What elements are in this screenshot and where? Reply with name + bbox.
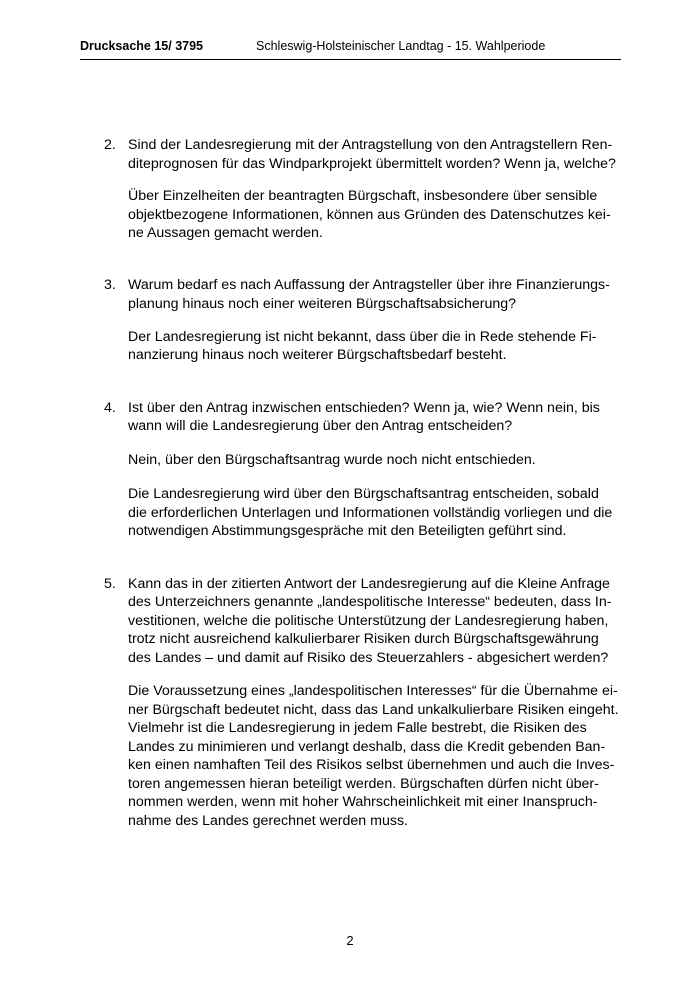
page-header xyxy=(80,39,620,53)
question-2-line: Sind der Landesregierung mit der Antragstellung von den Antragstellern Ren- xyxy=(128,137,613,153)
question-4-line: Ist über den Antrag inzwischen entschieden? Wenn ja, wie? Wenn nein, bis xyxy=(128,400,600,416)
answer-5-line: Landes zu minimieren und verlangt deshalb, dass die Kredit gebenden Ban- xyxy=(128,739,606,755)
parliament-title: Schleswig-Holsteinischer Landtag - 15. Wahlperiode xyxy=(256,39,546,53)
answer-2-line: objektbezogene Informationen, können aus Gründen des Datenschutzes kei- xyxy=(128,207,611,223)
answer-5-line: nahme des Landes gerechnet werden muss. xyxy=(128,813,408,829)
question-5-line: Kann das in der zitierten Antwort der Landesregierung auf die Kleine Anfrage xyxy=(128,576,610,592)
answer-2-line: ne Aussagen gemacht werden. xyxy=(128,225,323,241)
answer-4-line: Die Landesregierung wird über den Bürgschaftsantrag entscheiden, sobald xyxy=(128,486,599,502)
answer-3-line: Der Landesregierung ist nicht bekannt, dass über die in Rede stehende Fi- xyxy=(128,329,597,345)
answer-4-line: Nein, über den Bürgschaftsantrag wurde noch nicht entschieden. xyxy=(128,452,536,468)
question-3-line: Warum bedarf es nach Auffassung der Antragsteller über ihre Finanzierungs- xyxy=(128,277,610,293)
question-4-number: 4. xyxy=(104,400,116,416)
answer-4-line: die erforderlichen Unterlagen und Informationen vollständig vorliegen und die xyxy=(128,505,613,521)
question-2-number: 2. xyxy=(104,137,116,153)
question-3-line: planung hinaus noch einer weiteren Bürgschaftsabsicherung? xyxy=(128,296,517,312)
question-2-line: diteprognosen für das Windparkprojekt übermittelt worden? Wenn ja, welche? xyxy=(128,156,616,172)
question-5-number: 5. xyxy=(104,576,116,592)
question-3-number: 3. xyxy=(104,277,116,293)
answer-5-line: ken einen namhaften Teil des Risikos selbst übernehmen und auch die Inves- xyxy=(128,757,615,773)
question-5-line: vestitionen, welche die politische Unterstützung der Landesregierung haben, xyxy=(128,613,609,629)
answer-4-line: notwendigen Abstimmungsgespräche mit den Beteiligten geführt sind. xyxy=(128,523,567,539)
document-number: Drucksache 15/ 3795 xyxy=(80,39,204,53)
answer-5-line: ner Bürgschaft bedeutet nicht, dass das Land unkalkulierbare Risiken eingeht. xyxy=(128,702,619,718)
answer-5-line: Die Voraussetzung eines „landespolitischen Interesses“ für die Übernahme ei- xyxy=(128,683,618,699)
header-divider xyxy=(80,59,621,60)
answer-2-line: Über Einzelheiten der beantragten Bürgschaft, insbesondere über sensible xyxy=(128,188,598,204)
page-number: 2 xyxy=(346,933,354,948)
question-5-line: trotz nicht ausreichend kalkulierbarer Risiken durch Bürgschaftsgewährung xyxy=(128,631,599,647)
question-4-line: wann will die Landesregierung über den Antrag entscheiden? xyxy=(128,418,513,434)
question-5-line: des Unterzeichners genannte „landespolitische Interesse“ bedeuten, dass In- xyxy=(128,594,612,610)
question-5-line: des Landes – und damit auf Risiko des Steuerzahlers - abgesichert werden? xyxy=(128,650,609,666)
answer-5-line: Vielmehr ist die Landesregierung in jedem Falle bestrebt, die Risiken des xyxy=(128,720,587,736)
answer-5-line: nommen werden, wenn mit hoher Wahrscheinlichkeit mit einer Inanspruch- xyxy=(128,794,598,810)
answer-5-line: toren angemessen hieran beteiligt werden. Bürgschaften dürfen nicht über- xyxy=(128,776,599,792)
answer-3-line: nanzierung hinaus noch weiterer Bürgschaftsbedarf besteht. xyxy=(128,347,507,363)
